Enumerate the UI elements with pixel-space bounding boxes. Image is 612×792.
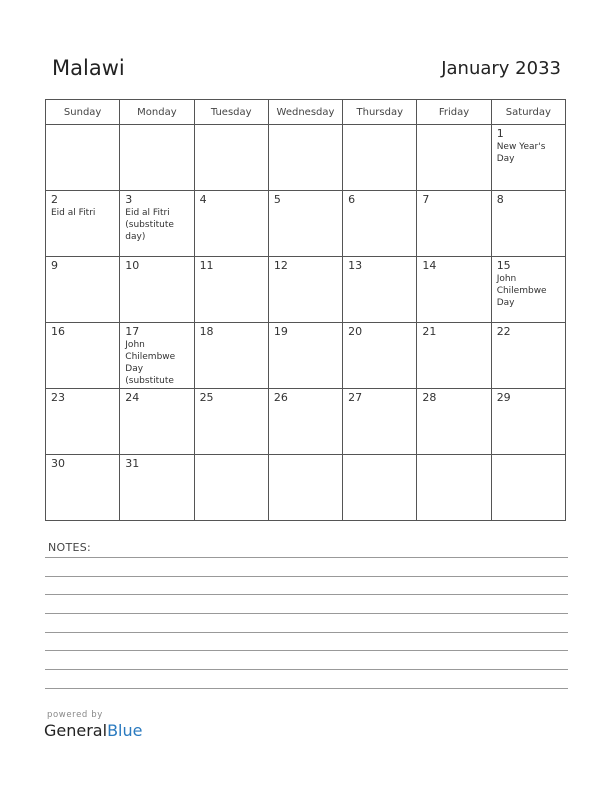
notes-line [45, 632, 568, 633]
day-cell [491, 125, 565, 191]
day-number: 24 [125, 391, 140, 404]
day-cell [194, 455, 268, 521]
day-cell [268, 191, 342, 257]
notes-line [45, 557, 568, 558]
powered-by-label: powered by [47, 710, 103, 720]
day-number: 18 [199, 325, 214, 338]
day-number: 12 [273, 259, 288, 272]
day-cell [268, 125, 342, 191]
day-number: 2 [51, 193, 58, 206]
weekday-header: Saturday [491, 100, 565, 125]
day-number: 5 [273, 193, 281, 206]
day-cell [417, 257, 491, 323]
day-number: 3 [125, 193, 133, 206]
day-number: 19 [273, 325, 288, 338]
day-number: 16 [51, 325, 65, 338]
day-cell [268, 323, 342, 389]
day-number: 30 [51, 457, 65, 470]
holiday-label: John Chilembwe Day (substitute [125, 340, 176, 386]
weekday-header: Wednesday [268, 100, 342, 125]
day-number: 21 [422, 325, 437, 338]
day-number: 20 [348, 325, 363, 338]
day-cell [343, 323, 417, 389]
weekday-header: Monday [120, 100, 194, 125]
day-number: 9 [51, 259, 58, 272]
day-cell [417, 389, 491, 455]
day-cell [343, 257, 417, 323]
day-cell [194, 125, 268, 191]
day-cell [120, 323, 194, 389]
day-number: 17 [125, 325, 140, 338]
day-number: 27 [348, 391, 363, 404]
day-cell [268, 455, 342, 521]
day-cell [46, 323, 120, 389]
day-cell [120, 191, 194, 257]
day-cell [268, 389, 342, 455]
calendar-grid [45, 99, 566, 521]
day-cell [417, 191, 491, 257]
weekday-header: Thursday [343, 100, 417, 125]
weekday-header-row [46, 100, 566, 125]
day-cell [194, 323, 268, 389]
brand-blue: Blue [107, 721, 143, 740]
day-number: 4 [199, 193, 207, 206]
day-cell [120, 455, 194, 521]
notes-line [45, 669, 568, 670]
holiday-label: Eid al Fitri (substitute day) [125, 208, 174, 242]
day-cell [343, 455, 417, 521]
day-number: 22 [496, 325, 511, 338]
day-cell [343, 125, 417, 191]
day-cell [194, 191, 268, 257]
day-number: 15 [496, 259, 511, 272]
day-number: 6 [348, 193, 356, 206]
day-cell [120, 125, 194, 191]
notes-line [45, 594, 568, 595]
day-cell [46, 455, 120, 521]
week-row [46, 125, 566, 191]
day-number: 14 [422, 259, 437, 272]
notes-line [45, 576, 568, 577]
day-number: 10 [125, 259, 140, 272]
day-cell [491, 257, 565, 323]
day-cell [46, 257, 120, 323]
week-row [46, 455, 566, 521]
month-year-title: January 2033 [441, 58, 561, 79]
day-cell [417, 323, 491, 389]
day-cell [268, 257, 342, 323]
day-cell [343, 389, 417, 455]
country-title: Malawi [52, 56, 125, 80]
day-cell [46, 389, 120, 455]
day-number: 1 [496, 127, 504, 140]
day-cell [491, 323, 565, 389]
weekday-header: Friday [417, 100, 491, 125]
day-number: 29 [496, 391, 511, 404]
week-row [46, 257, 566, 323]
day-number: 7 [422, 193, 430, 206]
week-row [46, 389, 566, 455]
week-row [46, 191, 566, 257]
day-cell [194, 257, 268, 323]
day-cell [120, 389, 194, 455]
day-cell [417, 455, 491, 521]
day-cell [343, 191, 417, 257]
day-number: 25 [199, 391, 214, 404]
day-cell [491, 191, 565, 257]
day-number: 31 [125, 457, 140, 470]
holiday-label: New Year's Day [496, 142, 546, 164]
day-cell [417, 125, 491, 191]
day-cell [491, 389, 565, 455]
day-cell [491, 455, 565, 521]
brand-logo [44, 721, 142, 740]
day-number: 13 [348, 259, 363, 272]
weekday-header: Sunday [46, 100, 120, 125]
brand-general: General [44, 721, 108, 740]
day-cell [46, 191, 120, 257]
day-cell [194, 389, 268, 455]
notes-line [45, 650, 568, 651]
day-cell [46, 125, 120, 191]
week-row [46, 323, 566, 389]
holiday-label: Eid al Fitri [51, 208, 96, 218]
weekday-header: Tuesday [194, 100, 268, 125]
holiday-label: John Chilembwe Day [496, 274, 547, 308]
day-number: 8 [496, 193, 504, 206]
day-number: 28 [422, 391, 437, 404]
notes-line [45, 688, 568, 689]
day-cell [120, 257, 194, 323]
day-number: 23 [51, 391, 65, 404]
day-number: 26 [273, 391, 288, 404]
notes-label: NOTES: [48, 541, 92, 554]
notes-line [45, 613, 568, 614]
day-number: 11 [199, 259, 214, 272]
